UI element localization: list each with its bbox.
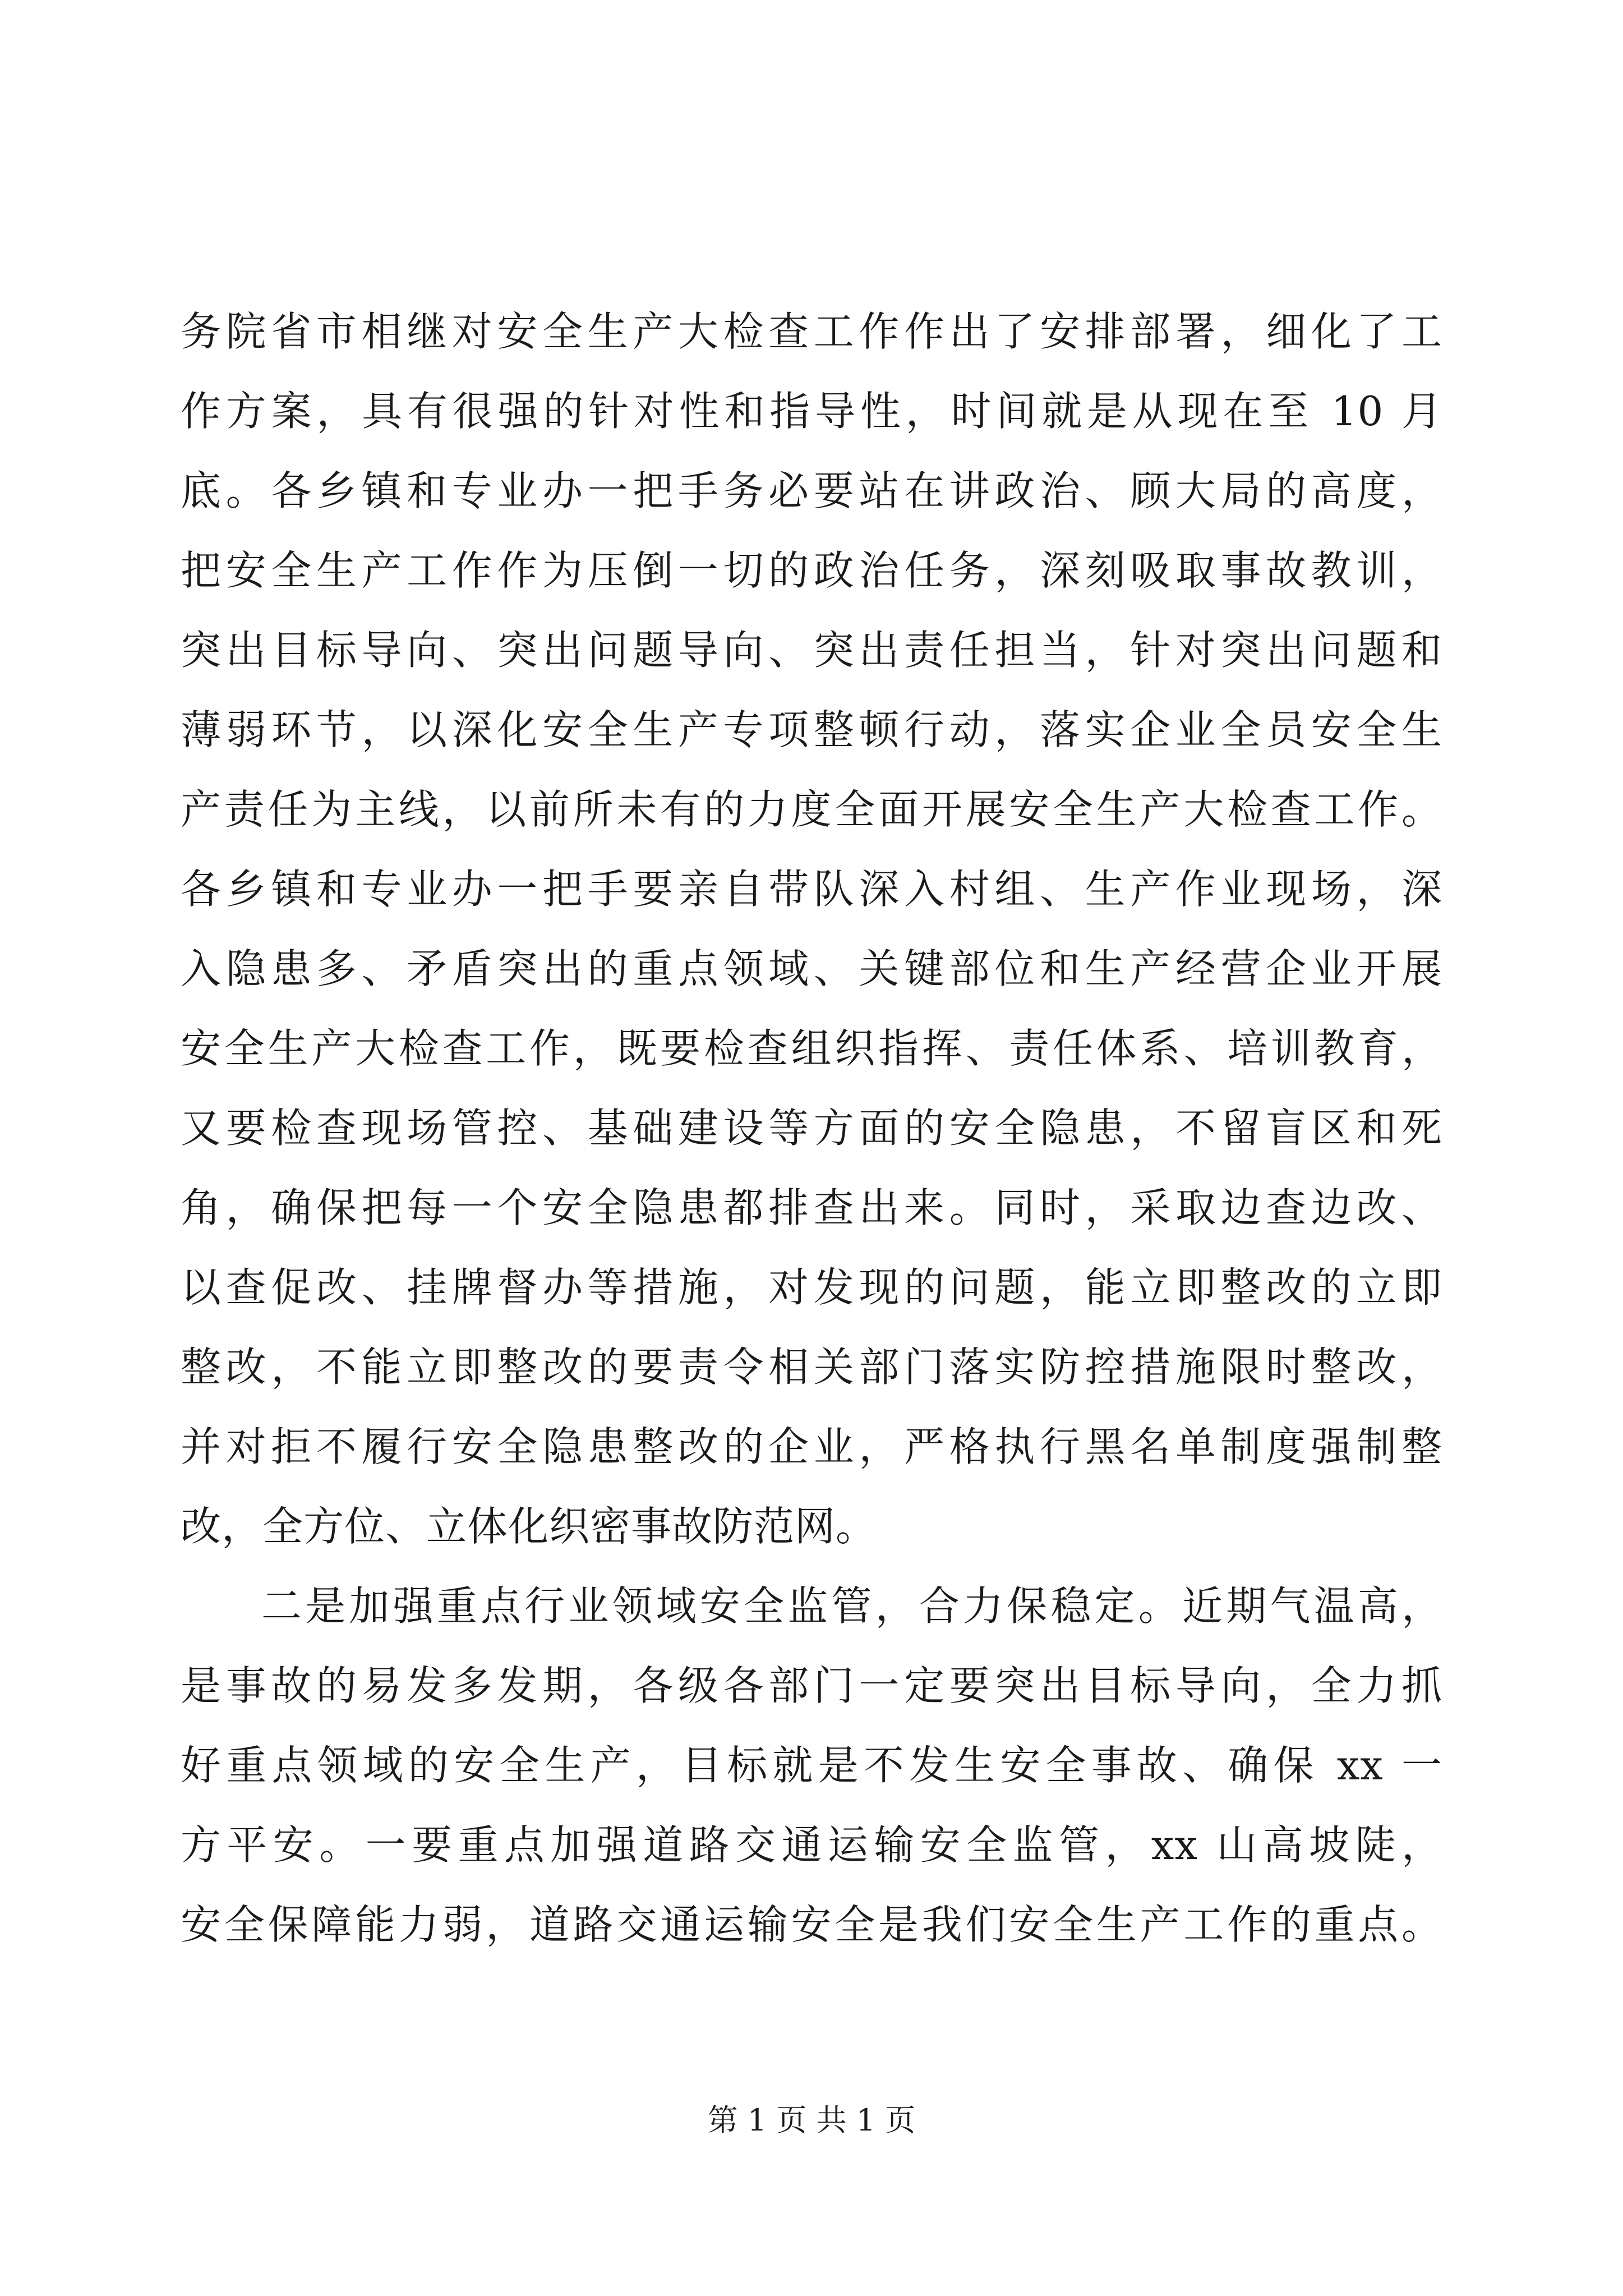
text-line: 突出目标导向、突出问题导向、突出责任担当，针对突出问题和 bbox=[181, 627, 1442, 674]
text-line: 把安全生产工作作为压倒一切的政治任务，深刻吸取事故教训， bbox=[181, 547, 1442, 594]
text-line: 角，确保把每一个安全隐患都排查出来。同时，采取边查边改、 bbox=[181, 1184, 1442, 1231]
text-line: 产责任为主线，以前所未有的力度全面开展安全生产大检查工作。 bbox=[181, 786, 1442, 833]
page-footer: 第 1 页 共 1 页 bbox=[707, 2102, 916, 2138]
text-line: 务院省市相继对安全生产大检查工作作出了安排部署，细化了工 bbox=[181, 308, 1442, 355]
text-line: 各乡镇和专业办一把手要亲自带队深入村组、生产作业现场，深 bbox=[181, 866, 1442, 913]
text-line: 并对拒不履行安全隐患整改的企业，严格执行黑名单制度强制整 bbox=[181, 1423, 1442, 1470]
text-line: 以查促改、挂牌督办等措施，对发现的问题，能立即整改的立即 bbox=[181, 1264, 1442, 1311]
text-line: 又要检查现场管控、基础建设等方面的安全隐患，不留盲区和死 bbox=[181, 1105, 1442, 1152]
text-line: 好重点领域的安全生产，目标就是不发生安全事故、确保 xx 一 bbox=[181, 1742, 1442, 1789]
document-body bbox=[181, 292, 1442, 1964]
text-line: 整改，不能立即整改的要责令相关部门落实防控措施限时整改， bbox=[181, 1343, 1442, 1391]
text-line: 入隐患多、矛盾突出的重点领域、关键部位和生产经营企业开展 bbox=[181, 945, 1442, 992]
paragraph-end-line: 改，全方位、立体化织密事故防范网。 bbox=[181, 1503, 877, 1550]
text-line: 安全保障能力弱，道路交通运输安全是我们安全生产工作的重点。 bbox=[181, 1901, 1442, 1948]
text-line: 是事故的易发多发期，各级各部门一定要突出目标导向，全力抓 bbox=[181, 1662, 1442, 1709]
text-line: 底。各乡镇和专业办一把手务必要站在讲政治、顾大局的高度， bbox=[181, 467, 1442, 514]
text-line: 作方案，具有很强的针对性和指导性，时间就是从现在至 10 月 bbox=[181, 388, 1442, 435]
text-line: 方平安。一要重点加强道路交通运输安全监管，xx 山高坡陡， bbox=[181, 1821, 1442, 1869]
paragraph-first-line: 二是加强重点行业领域安全监管，合力保稳定。近期气温高， bbox=[261, 1582, 1442, 1630]
text-line: 安全生产大检查工作，既要检查组织指挥、责任体系、培训教育， bbox=[181, 1025, 1442, 1072]
text-line: 薄弱环节，以深化安全生产专项整顿行动，落实企业全员安全生 bbox=[181, 706, 1442, 753]
